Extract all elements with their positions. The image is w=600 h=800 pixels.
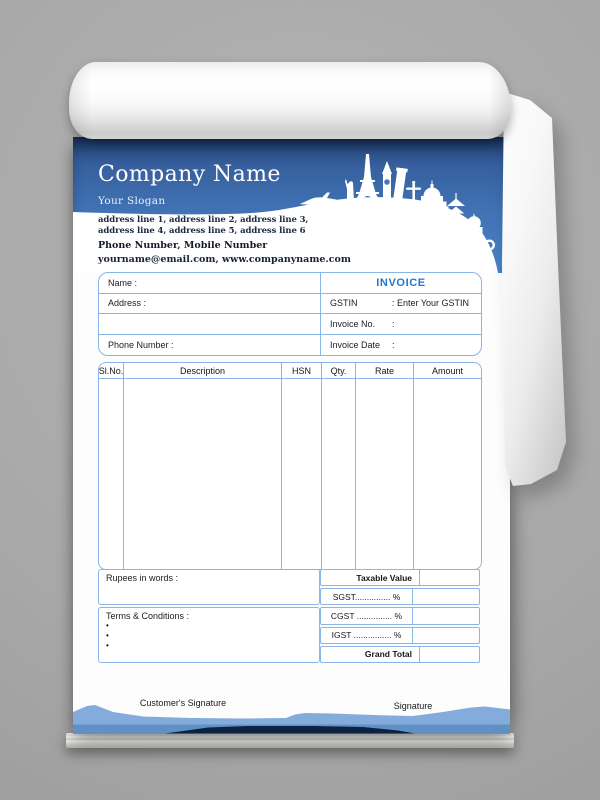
cgst-amount-cell — [413, 608, 479, 623]
column-header-amount: Amount — [414, 363, 481, 379]
invoice-title: INVOICE — [321, 273, 481, 294]
cgst-row — [320, 607, 480, 624]
address-field-extra — [99, 314, 320, 335]
terms-bullet-1: • — [106, 621, 109, 630]
phone-field: Phone Number : — [108, 339, 174, 350]
invoice-no-field — [321, 314, 481, 335]
gstin-value: : Enter Your GSTIN — [392, 298, 470, 309]
terms-conditions-box — [98, 607, 320, 663]
address-line-1: address line 1, address line 2, address line 3, — [98, 215, 309, 225]
column-slno — [99, 363, 124, 569]
rupees-in-words-label: Rupees in words : — [106, 573, 179, 583]
cgst-label: CGST ............... % — [321, 608, 413, 623]
address-field: Address : — [99, 294, 320, 315]
customer-signature-label: Customer's Signature — [139, 698, 227, 708]
column-rate — [356, 363, 414, 569]
invoice-meta-column — [321, 273, 481, 355]
column-qty — [322, 363, 356, 569]
company-phone-line: Phone Number, Mobile Number — [98, 240, 268, 251]
address-line-2: address line 4, address line 5, address line 6 — [98, 226, 306, 236]
company-address-block — [98, 215, 351, 265]
invoice-date-field — [321, 335, 481, 356]
bill-to-column — [99, 273, 321, 355]
gstin-label: GSTIN — [330, 298, 358, 309]
column-description — [124, 363, 282, 569]
column-amount — [414, 363, 481, 569]
capitol-icon — [416, 181, 449, 214]
company-name: Company Name — [98, 162, 281, 187]
statue-of-liberty-icon — [345, 179, 356, 205]
name-field: Name : — [99, 273, 320, 294]
column-hsn — [282, 363, 322, 569]
invoice-no-label: Invoice No. — [330, 318, 376, 329]
tax-totals-rows — [320, 569, 480, 663]
sgst-amount-cell — [413, 589, 479, 604]
grand-total-row — [320, 646, 480, 663]
taxable-value-amount-cell — [420, 570, 479, 585]
sgst-label: SGST............... % — [321, 589, 413, 604]
items-table — [98, 362, 482, 570]
igst-label: IGST ................ % — [321, 628, 413, 643]
grand-total-label: Grand Total — [321, 647, 420, 662]
eiffel-tower-icon — [353, 154, 382, 205]
column-header-description: Description — [124, 363, 281, 379]
igst-row — [320, 627, 480, 644]
clock-face-icon — [384, 179, 390, 185]
terms-bullet-2: • — [106, 631, 109, 640]
column-header-slno: Sl.No. — [99, 363, 123, 379]
grand-total-amount-cell — [420, 647, 479, 662]
invoice-date-colon: : — [392, 339, 395, 350]
taxable-value-label: Taxable Value — [321, 570, 420, 585]
taxable-value-row — [320, 569, 480, 586]
column-header-rate: Rate — [356, 363, 413, 379]
invoice-page — [73, 137, 510, 734]
curled-page-flap — [500, 64, 570, 492]
signature-label: Signature — [393, 701, 433, 711]
taj-mahal-icon — [466, 213, 483, 241]
terms-conditions-label: Terms & Conditions : — [106, 611, 190, 621]
invoice-date-label: Invoice Date — [330, 339, 381, 350]
pisa-tower-icon — [392, 167, 408, 203]
rupees-in-words-box — [98, 569, 320, 605]
invoice-info-form — [98, 272, 482, 356]
gstin-field — [321, 294, 481, 315]
sgst-row — [320, 588, 480, 605]
company-email-website: yourname@email.com, www.companyname.com — [98, 254, 351, 265]
terms-bullet-3: • — [106, 641, 109, 650]
pad-bottom-pages — [66, 733, 514, 748]
flipped-pages-roll — [69, 62, 511, 139]
company-slogan: Your Slogan — [98, 195, 166, 207]
curled-page-flap-shape — [500, 64, 570, 492]
igst-amount-cell — [413, 628, 479, 643]
column-header-qty: Qty. — [322, 363, 355, 379]
column-header-hsn: HSN — [282, 363, 321, 379]
invoice-no-colon: : — [392, 318, 395, 329]
